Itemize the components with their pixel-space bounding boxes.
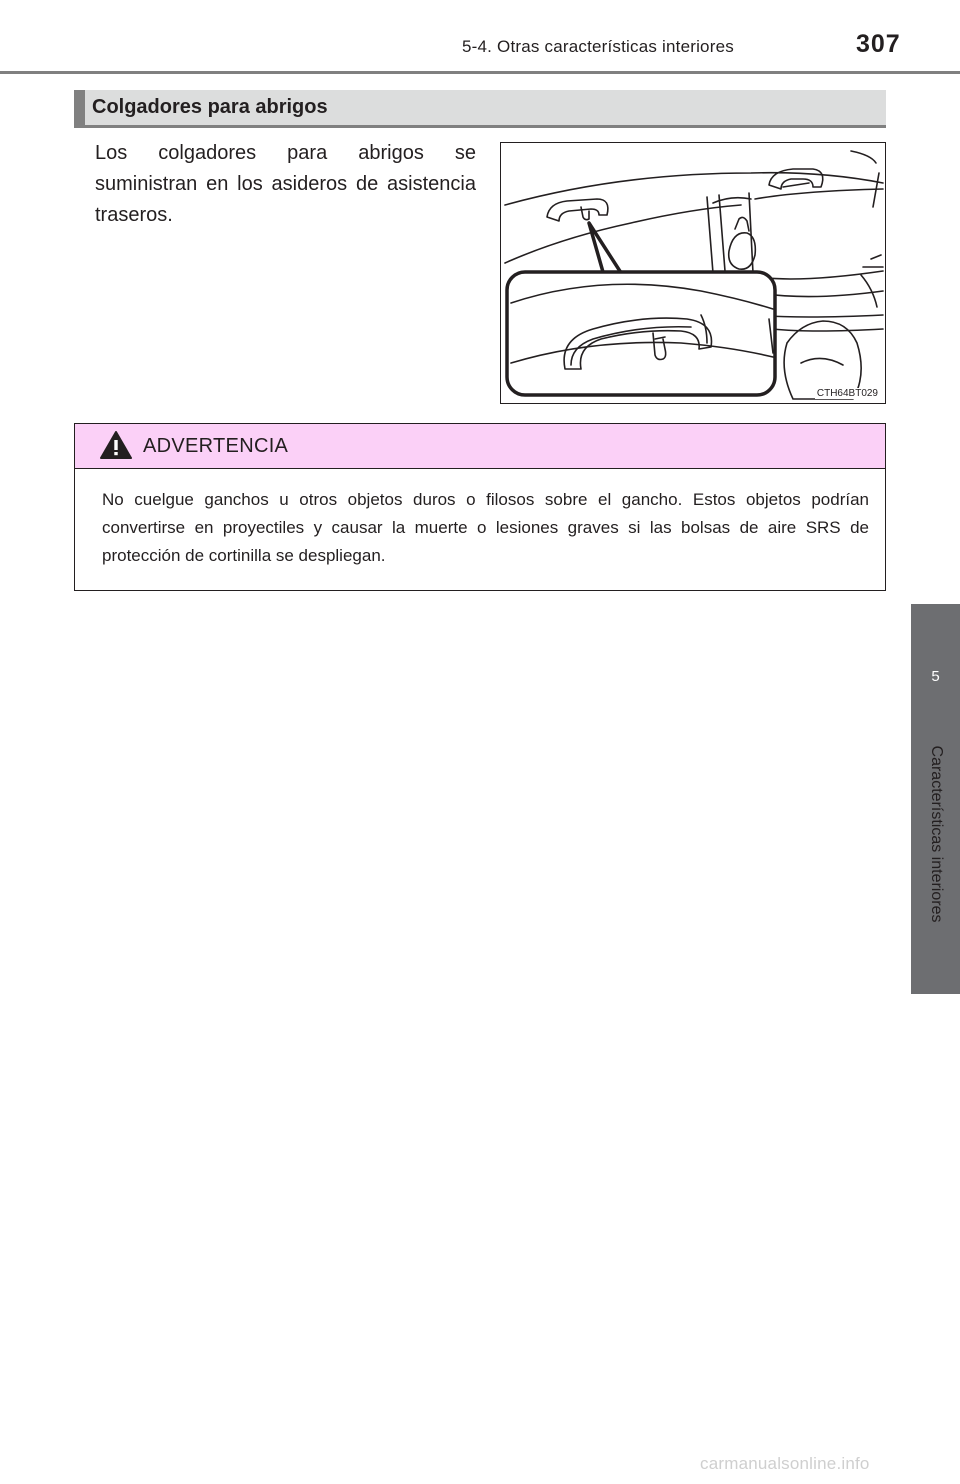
warning-text: No cuelgue ganchos u otros objetos duros o filosos sobre el gancho. Estos objetos podrían convertirse en proyectiles y causar la muerte o lesiones graves si las bolsas de aire SRS de protección de cortinilla se despliegan. <box>102 490 869 565</box>
car-interior-drawing <box>501 143 886 404</box>
running-header-section: 5-4. Otras características interiores <box>462 37 734 56</box>
warning-header <box>75 424 885 469</box>
figure-code: CTH64BT029 <box>816 388 878 399</box>
section-heading-bar <box>74 90 85 125</box>
section-title: Colgadores para abrigos <box>92 96 328 118</box>
chapter-tab-number: 5 <box>931 668 940 685</box>
watermark: carmanualsonline.info <box>700 1454 870 1473</box>
coat-hook-illustration <box>500 142 886 404</box>
section-body-text: Los colgadores para abrigos se suministran en los asideros de asistencia traseros. <box>95 142 476 226</box>
warning-triangle-icon <box>99 430 133 465</box>
section-heading <box>74 90 886 128</box>
warning-box <box>74 423 886 591</box>
warning-title: ADVERTENCIA <box>143 435 289 457</box>
page-number: 307 <box>856 30 901 58</box>
chapter-tab-label: Características interiores <box>928 745 945 923</box>
header-divider <box>0 71 960 74</box>
